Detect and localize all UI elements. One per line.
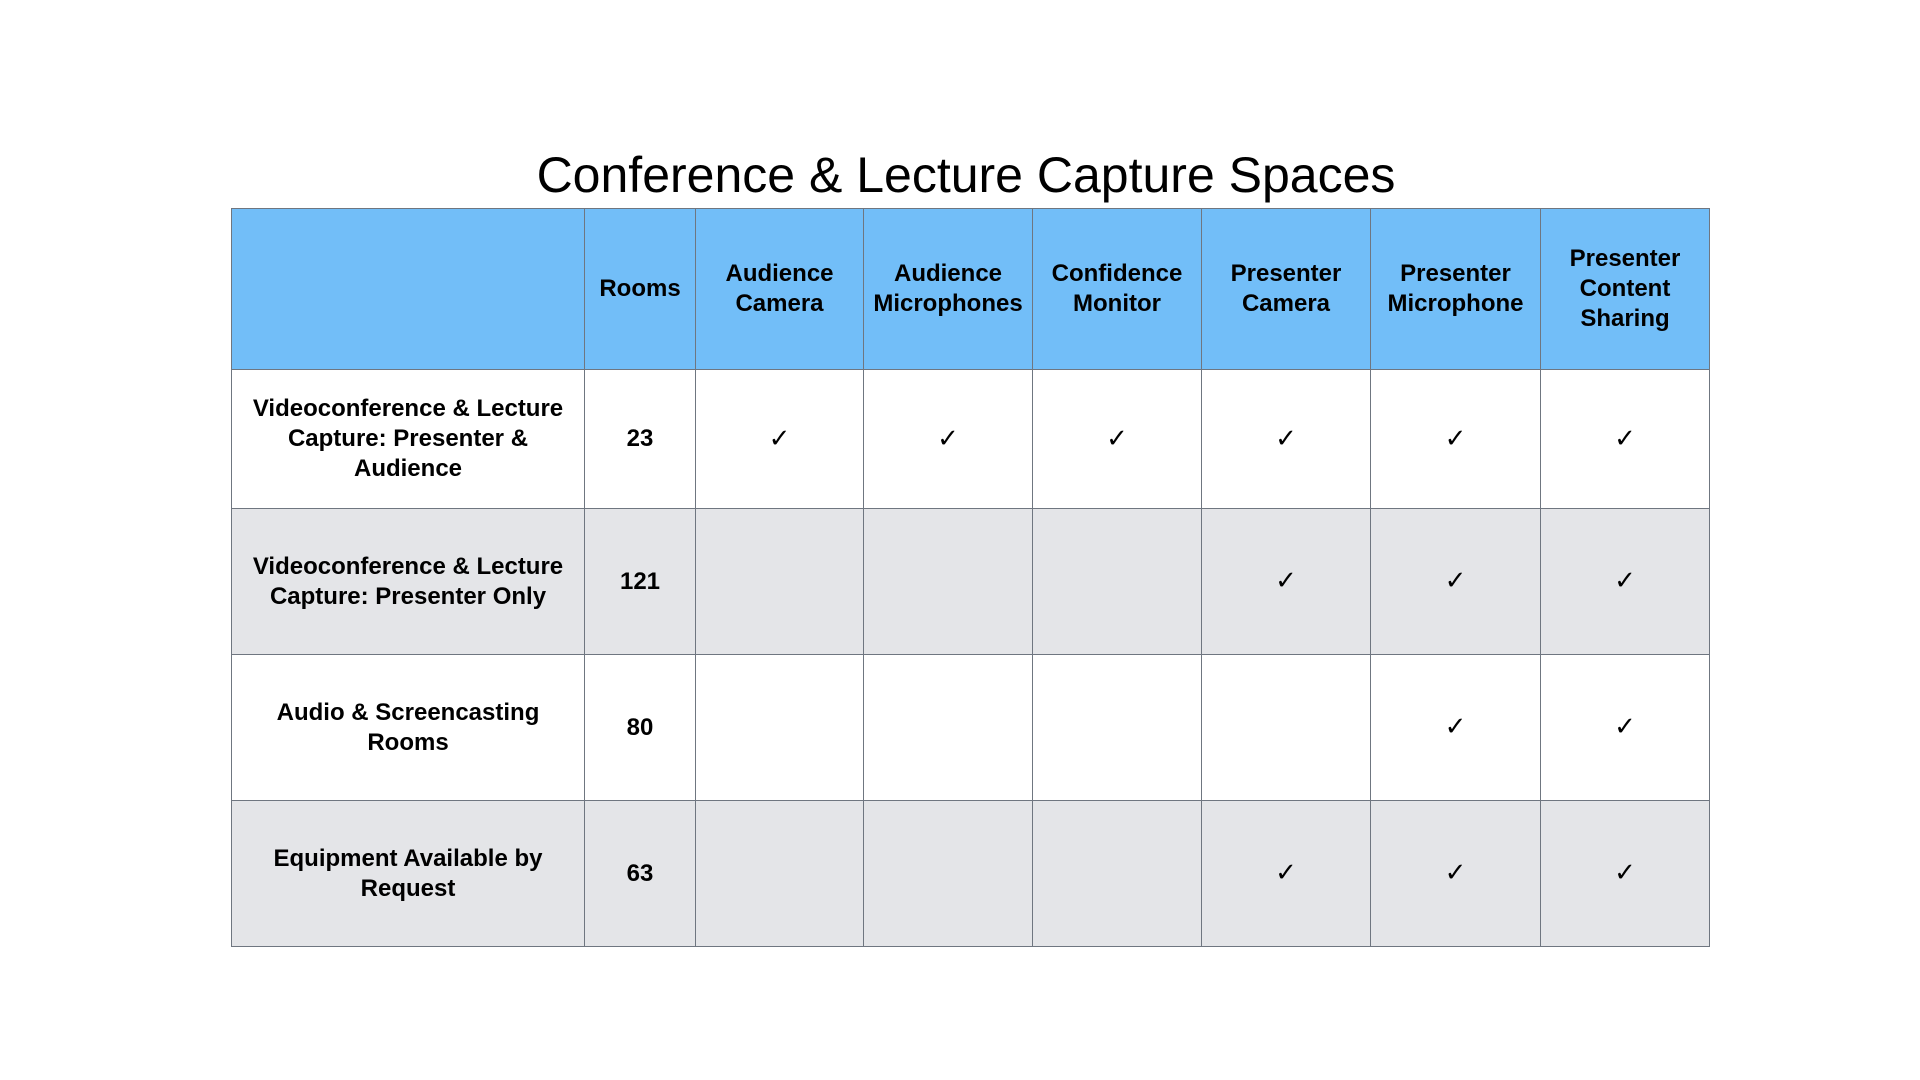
feature-cell (1202, 655, 1371, 801)
header-confidence-monitor: Confidence Monitor (1033, 209, 1202, 370)
check-icon: ✓ (1614, 423, 1636, 454)
feature-cell (864, 509, 1033, 655)
check-icon: ✓ (1444, 858, 1467, 888)
row-label: Videoconference & Lecture Capture: Presenter & Audience (232, 370, 585, 509)
check-icon: ✓ (1275, 423, 1297, 454)
header-audience-camera: Audience Camera (696, 209, 864, 370)
rooms-count: 23 (585, 370, 696, 509)
rooms-count: 121 (585, 509, 696, 655)
feature-cell (1541, 509, 1710, 655)
feature-cell (864, 370, 1033, 509)
header-presenter-camera: Presenter Camera (1202, 209, 1371, 370)
check-icon: ✓ (1275, 858, 1297, 888)
check-icon: ✓ (1614, 566, 1636, 596)
table-row (232, 801, 1710, 947)
feature-cell (1541, 801, 1710, 947)
feature-cell (1033, 509, 1202, 655)
feature-cell (696, 370, 864, 509)
feature-cell (1371, 509, 1541, 655)
header-audience-microphones: Audience Microphones (864, 209, 1033, 370)
feature-cell (1371, 370, 1541, 509)
rooms-count: 63 (585, 801, 696, 947)
header-space (232, 209, 585, 370)
check-icon: ✓ (1614, 858, 1636, 888)
header-presenter-content-sharing: Presenter Content Sharing (1541, 209, 1710, 370)
header-presenter-microphone: Presenter Microphone (1371, 209, 1541, 370)
feature-cell (1541, 370, 1710, 509)
row-label: Videoconference & Lecture Capture: Presenter Only (232, 509, 585, 655)
page-title: Conference & Lecture Capture Spaces (536, 147, 1396, 203)
check-icon: ✓ (1614, 712, 1636, 742)
check-icon: ✓ (1444, 566, 1467, 596)
feature-cell (1202, 370, 1371, 509)
feature-cell (1202, 509, 1371, 655)
row-label: Equipment Available by Request (232, 801, 585, 947)
check-icon: ✓ (1444, 712, 1467, 742)
feature-cell (1033, 370, 1202, 509)
feature-cell (696, 801, 864, 947)
feature-cell (864, 801, 1033, 947)
feature-cell (1541, 655, 1710, 801)
header-rooms: Rooms (585, 209, 696, 370)
feature-cell (1371, 655, 1541, 801)
check-icon: ✓ (1106, 423, 1128, 454)
table-row (232, 655, 1710, 801)
check-icon: ✓ (1275, 566, 1297, 596)
header-row (232, 209, 1710, 370)
table-row (232, 370, 1710, 509)
check-icon: ✓ (937, 423, 959, 454)
feature-cell (1033, 655, 1202, 801)
rooms-count: 80 (585, 655, 696, 801)
feature-cell (864, 655, 1033, 801)
feature-cell (696, 509, 864, 655)
capture-spaces-table (231, 208, 1710, 947)
check-icon: ✓ (1444, 423, 1467, 454)
feature-cell (1033, 801, 1202, 947)
feature-cell (1202, 801, 1371, 947)
table-row (232, 509, 1710, 655)
check-icon: ✓ (768, 423, 791, 454)
feature-cell (1371, 801, 1541, 947)
row-label: Audio & Screencasting Rooms (232, 655, 585, 801)
feature-cell (696, 655, 864, 801)
